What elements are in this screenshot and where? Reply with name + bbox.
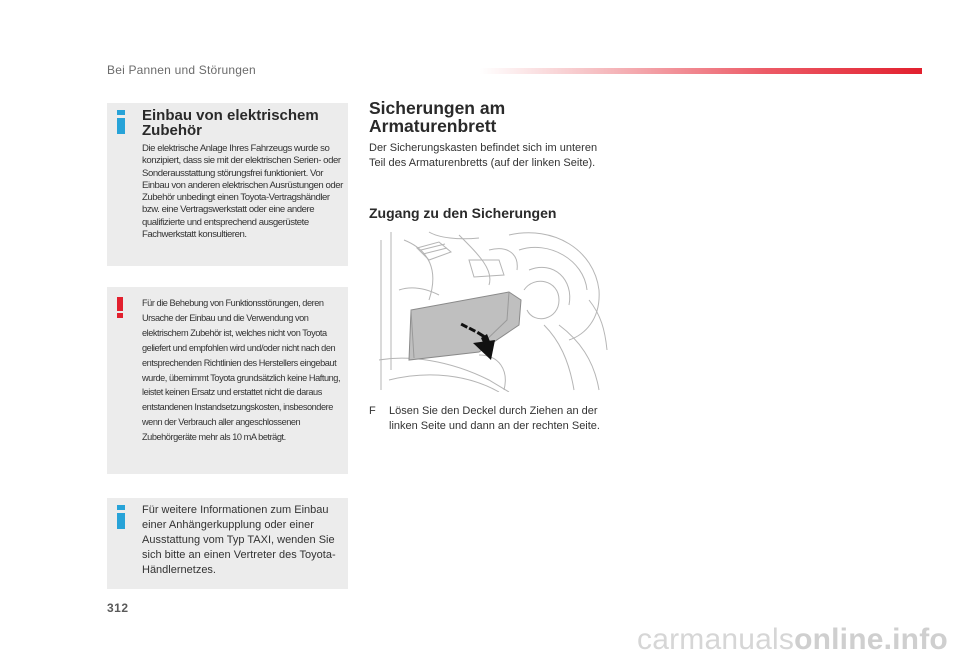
box-title-text: Einbau von elektrischem Zubehör bbox=[142, 107, 319, 139]
header-accent-bar bbox=[480, 68, 922, 74]
chapter-title: Bei Pannen und Störungen bbox=[107, 63, 256, 77]
info-icon bbox=[117, 505, 125, 529]
info-icon bbox=[117, 110, 125, 134]
fuse-cover-illustration bbox=[369, 230, 609, 392]
section-title-line2: Armaturenbrett bbox=[369, 116, 497, 136]
step-text: Lösen Sie den Deckel durch Ziehen an der linken Seite und dann an der rechten Seite. bbox=[389, 405, 600, 432]
section-text: Der Sicherungskasten befindet sich im unteren Teil des Armaturenbretts (auf der linken Seite). bbox=[369, 142, 598, 169]
step-bullet: F bbox=[369, 405, 376, 417]
watermark-part1: carmanuals bbox=[637, 623, 795, 656]
box-body-text: Die elektrische Anlage Ihres Fahrzeugs wurde so konzipiert, dass sie mit der elektrischen Serien- oder Sonderausstattung störungsfrei funktioniert. Vor Einbau von anderen elektrischen Ausrüstungen oder Zubehör unbedingt einen Toyota-Vertragshändler bzw. eine Vertragswerkstatt oder eine andere qualifizierte und entsprechend ausgerüstete Fachwerkstatt konsultieren. bbox=[142, 143, 343, 241]
box-title bbox=[142, 108, 347, 138]
page-number: 312 bbox=[107, 601, 129, 615]
warning-icon bbox=[117, 297, 123, 318]
warning-text: Für die Behebung von Funktionsstörungen, deren Ursache der Einbau und die Verwendung von elektrischem Zubehör ist, welches nicht von Toyota geliefert und empfohlen wird und/oder nicht nach den entsprechenden Richtlinien des Herstellers eingebaut wurde, übernimmt Toyota grundsätzlich keine Haftung, leistet keinen Ersatz und erstattet nicht die daraus entstandenen Instandsetzungskosten, insbesondere wenn der Verbrauch aller angeschlossenen Zubehörgeräte mehr als 10 mA beträgt. bbox=[142, 298, 341, 443]
info-text: Für weitere Informationen zum Einbau einer Anhängerkupplung oder einer Ausstattung vom Typ TAXI, wenden Sie sich bitte an einen Vertreter des Toyota-Händlernetzes. bbox=[142, 504, 336, 576]
section-title-line1: Sicherungen am bbox=[369, 98, 506, 118]
instruction-step bbox=[369, 404, 619, 433]
watermark-part2: online.info bbox=[794, 623, 948, 656]
watermark bbox=[637, 623, 948, 657]
subsection-title: Zugang zu den Sicherungen bbox=[369, 205, 557, 221]
section-title bbox=[369, 99, 505, 135]
